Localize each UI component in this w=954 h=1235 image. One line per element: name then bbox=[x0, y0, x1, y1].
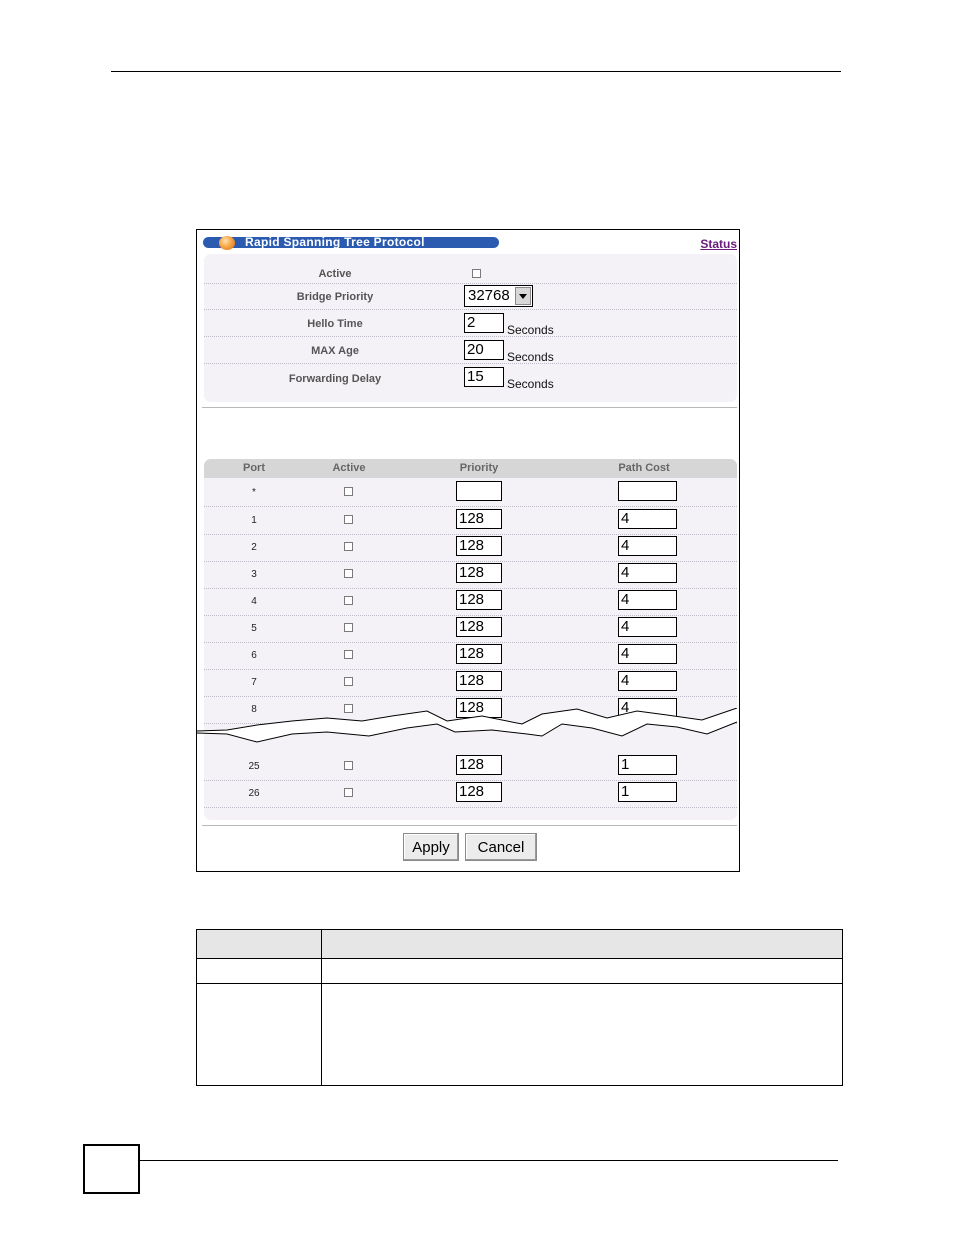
dropdown-button[interactable] bbox=[515, 287, 531, 305]
port-settings-table bbox=[204, 459, 737, 820]
port-active-checkbox[interactable] bbox=[344, 650, 353, 659]
table-row bbox=[204, 669, 737, 697]
table-row bbox=[204, 507, 737, 535]
port-number: 3 bbox=[251, 569, 257, 580]
port-path-cost-input[interactable]: 1 bbox=[618, 755, 677, 775]
page-footer-rule bbox=[140, 1160, 838, 1161]
rstp-active-checkbox[interactable] bbox=[472, 269, 481, 278]
port-active-checkbox[interactable] bbox=[344, 677, 353, 686]
bridge-priority-row bbox=[204, 284, 737, 310]
port-path-cost-input[interactable]: 4 bbox=[618, 698, 677, 718]
section-divider bbox=[202, 407, 737, 408]
port-number: 2 bbox=[251, 542, 257, 553]
port-priority-input[interactable]: 128 bbox=[456, 755, 502, 775]
table-row bbox=[204, 588, 737, 616]
port-path-cost-input[interactable]: 4 bbox=[618, 644, 677, 664]
active-row bbox=[204, 254, 737, 284]
panel-title: Rapid Spanning Tree Protocol bbox=[245, 235, 425, 249]
port-active-checkbox[interactable] bbox=[344, 788, 353, 797]
port-path-cost-input[interactable] bbox=[618, 481, 677, 501]
hello-time-input[interactable]: 2 bbox=[464, 313, 504, 333]
max-age-input[interactable]: 20 bbox=[464, 340, 504, 360]
port-number: 7 bbox=[251, 677, 257, 688]
port-number: 1 bbox=[251, 515, 257, 526]
port-path-cost-input[interactable]: 4 bbox=[618, 617, 677, 637]
port-number: 4 bbox=[251, 596, 257, 607]
forwarding-delay-row bbox=[204, 364, 737, 390]
port-active-checkbox[interactable] bbox=[344, 515, 353, 524]
chevron-down-icon bbox=[519, 294, 527, 299]
port-priority-input[interactable]: 128 bbox=[456, 563, 502, 583]
port-number: 6 bbox=[251, 650, 257, 661]
port-path-cost-input[interactable]: 4 bbox=[618, 671, 677, 691]
page-number-box bbox=[83, 1144, 140, 1194]
port-priority-input[interactable]: 128 bbox=[456, 536, 502, 556]
port-priority-input[interactable]: 128 bbox=[456, 509, 502, 529]
table-row bbox=[204, 561, 737, 589]
port-priority-input[interactable]: 128 bbox=[456, 671, 502, 691]
hello-time-unit: Seconds bbox=[507, 323, 554, 337]
table-row bbox=[204, 534, 737, 562]
port-active-checkbox[interactable] bbox=[344, 596, 353, 605]
port-active-checkbox[interactable] bbox=[344, 623, 353, 632]
port-active-checkbox[interactable] bbox=[344, 569, 353, 578]
port-number: 8 bbox=[251, 704, 257, 715]
priority-column-header: Priority bbox=[459, 462, 499, 474]
table-row bbox=[204, 753, 737, 781]
bridge-priority-select[interactable] bbox=[464, 285, 533, 307]
port-active-checkbox[interactable] bbox=[344, 542, 353, 551]
table-row bbox=[204, 615, 737, 643]
bridge-priority-label: Bridge Priority bbox=[296, 291, 374, 303]
port-priority-input[interactable]: 128 bbox=[456, 782, 502, 802]
general-settings bbox=[204, 254, 737, 402]
port-number: 25 bbox=[248, 761, 260, 772]
port-priority-input[interactable]: 128 bbox=[456, 698, 502, 718]
port-active-checkbox[interactable] bbox=[344, 761, 353, 770]
port-path-cost-input[interactable]: 4 bbox=[618, 563, 677, 583]
active-label: Active bbox=[318, 268, 352, 280]
orb-icon bbox=[219, 236, 235, 250]
port-path-cost-input[interactable]: 4 bbox=[618, 590, 677, 610]
forwarding-delay-unit: Seconds bbox=[507, 377, 554, 391]
port-path-cost-input[interactable]: 1 bbox=[618, 782, 677, 802]
table-break-mark bbox=[197, 708, 739, 756]
description-table-column-divider bbox=[321, 930, 322, 1085]
port-table-header bbox=[204, 459, 737, 478]
port-number: 5 bbox=[251, 623, 257, 634]
port-priority-input[interactable]: 128 bbox=[456, 617, 502, 637]
max-age-row bbox=[204, 337, 737, 364]
description-table-row-divider bbox=[197, 983, 842, 984]
port-number: 26 bbox=[248, 788, 260, 799]
port-priority-input[interactable] bbox=[456, 481, 502, 501]
port-priority-input[interactable]: 128 bbox=[456, 590, 502, 610]
bridge-priority-value: 32768 bbox=[468, 287, 510, 304]
hello-time-label: Hello Time bbox=[307, 318, 363, 330]
page-header-rule bbox=[111, 71, 841, 72]
apply-button[interactable]: Apply bbox=[403, 833, 459, 861]
port-path-cost-input[interactable]: 4 bbox=[618, 536, 677, 556]
description-table-header bbox=[197, 930, 842, 959]
forwarding-delay-input[interactable]: 15 bbox=[464, 367, 504, 387]
active-column-header: Active bbox=[332, 462, 366, 474]
panel-title-bar bbox=[203, 237, 499, 248]
port-priority-input[interactable]: 128 bbox=[456, 644, 502, 664]
max-age-label: MAX Age bbox=[311, 345, 359, 357]
field-description-table bbox=[196, 929, 843, 1086]
forwarding-delay-label: Forwarding Delay bbox=[288, 373, 382, 385]
hello-time-row bbox=[204, 310, 737, 337]
rstp-config-panel bbox=[196, 229, 740, 872]
port-column-header: Port bbox=[243, 462, 265, 474]
cancel-button[interactable]: Cancel bbox=[465, 833, 537, 861]
max-age-unit: Seconds bbox=[507, 350, 554, 364]
table-row bbox=[204, 642, 737, 670]
table-row bbox=[204, 780, 737, 808]
port-path-cost-input[interactable]: 4 bbox=[618, 509, 677, 529]
path-cost-column-header: Path Cost bbox=[618, 462, 670, 474]
buttons-divider bbox=[202, 825, 737, 826]
status-link[interactable]: Status bbox=[700, 237, 737, 251]
port-number: * bbox=[252, 487, 256, 498]
table-row bbox=[204, 479, 737, 507]
port-active-checkbox[interactable] bbox=[344, 487, 353, 496]
